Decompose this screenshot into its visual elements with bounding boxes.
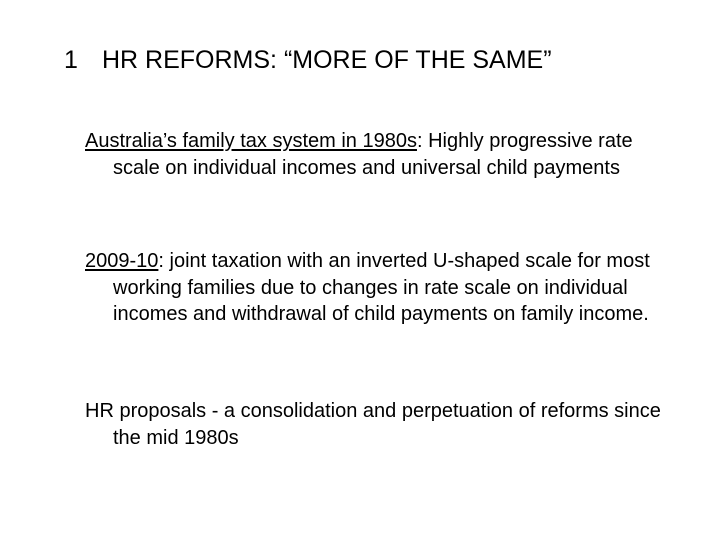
paragraph-2009-10 xyxy=(85,248,673,328)
slide-title-number: 1 xyxy=(64,46,78,74)
paragraph-1980s-body: : Highly progressive rate scale on individual incomes and universal child payments xyxy=(113,130,633,179)
paragraph-1980s-lead: Australia’s family tax system in 1980s xyxy=(85,130,417,152)
paragraph-hr-proposals-text: HR proposals - a consolidation and perpetuation of reforms since the mid 1980s xyxy=(85,400,661,449)
paragraph-1980s xyxy=(85,128,673,181)
paragraph-hr-proposals xyxy=(85,398,673,451)
paragraph-2009-10-lead: 2009-10 xyxy=(85,250,159,272)
slide-title xyxy=(64,44,552,76)
slide-title-text: HR REFORMS: “MORE OF THE SAME” xyxy=(102,46,552,74)
paragraph-2009-10-body: : joint taxation with an inverted U-shaped scale for most working families due to changes in rate scale on individual incomes and withdrawal of child payments on family income. xyxy=(113,250,650,325)
